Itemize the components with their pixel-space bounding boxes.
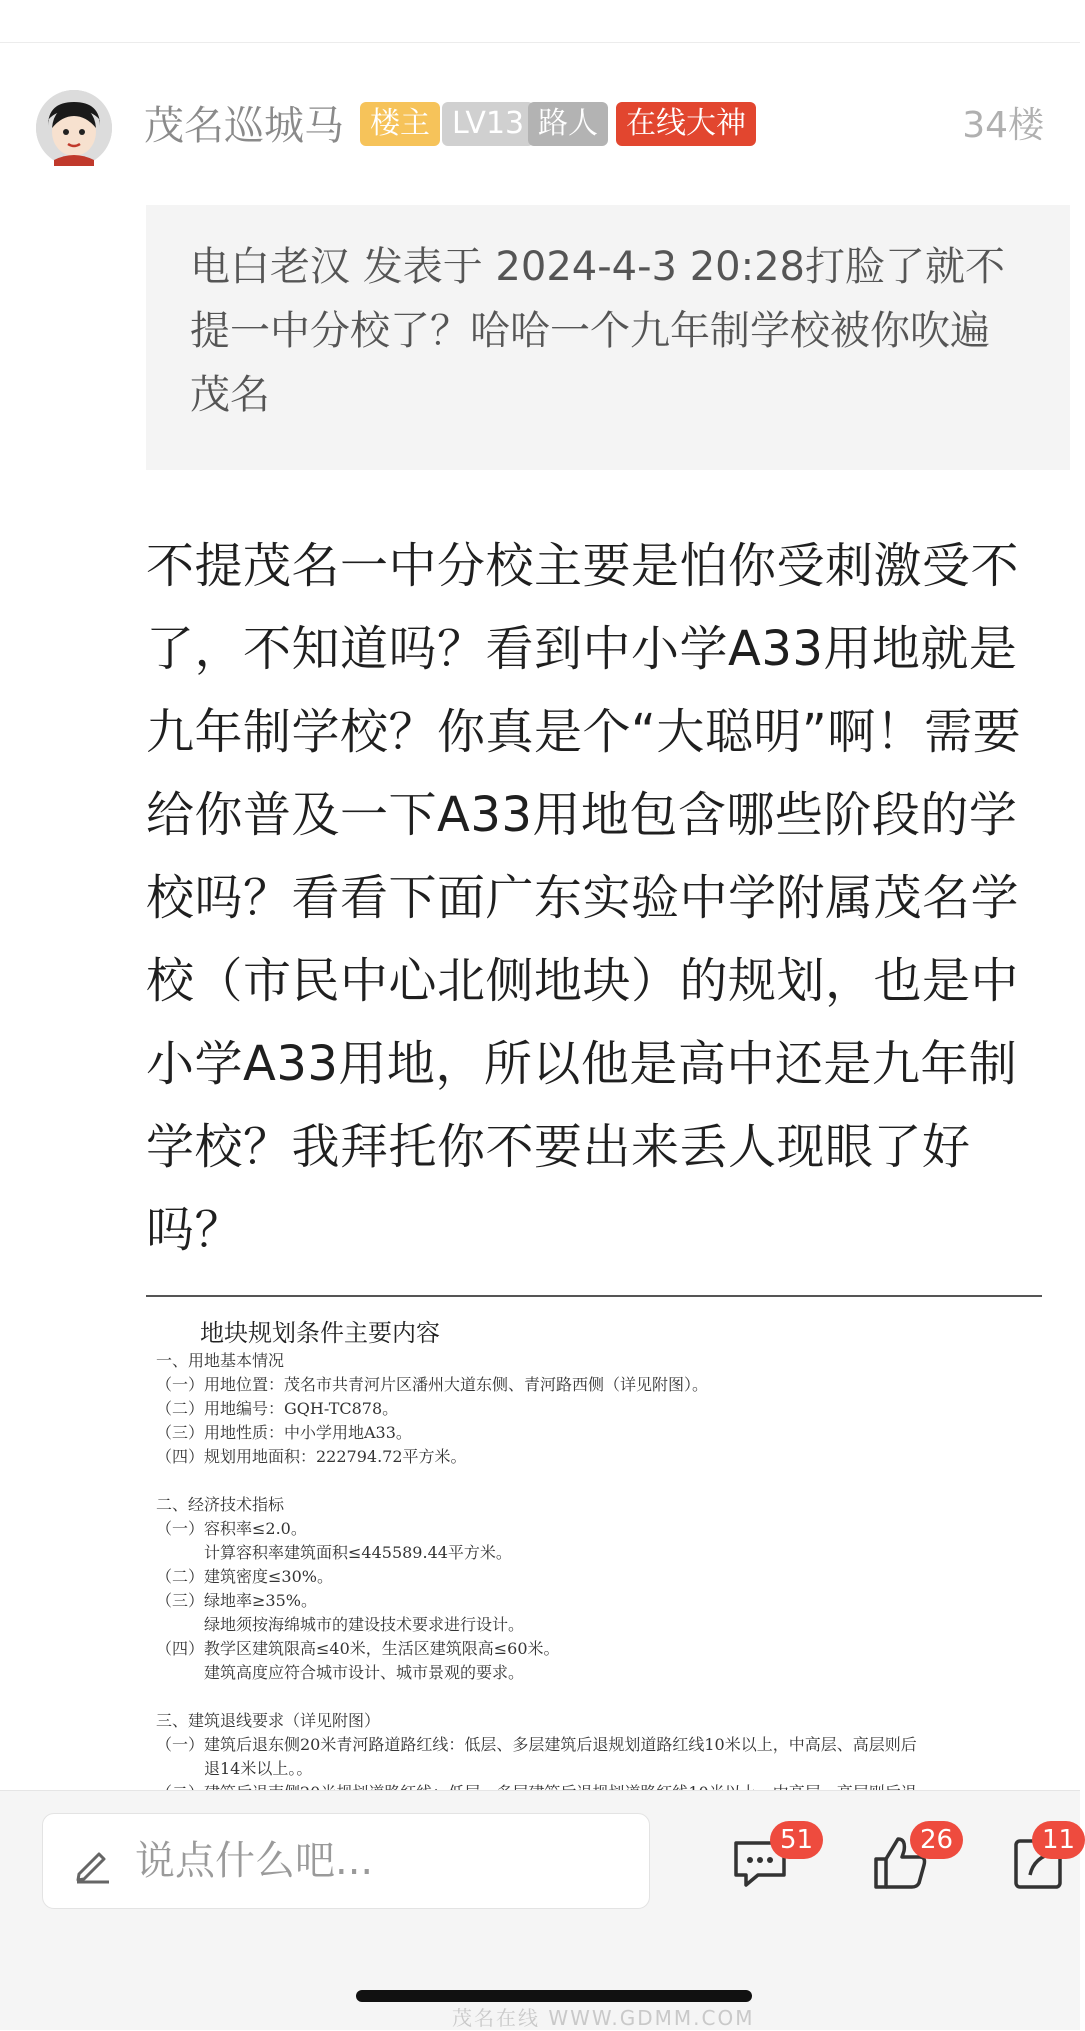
share-count-badge: 11 [1032, 1821, 1085, 1859]
watermark: 茂名在线 WWW.GDMM.COM [452, 2006, 755, 2030]
document-rule [146, 1295, 1042, 1297]
document-line: （一）容积率≤2.0。 [156, 1519, 307, 1538]
home-indicator[interactable] [356, 1990, 752, 2002]
comment-input[interactable] [42, 1813, 650, 1909]
document-title: 地块规划条件主要内容 [200, 1319, 440, 1347]
role-badge: 路人 [528, 102, 608, 146]
document-line: （一）建筑后退东侧20米青河路道路红线：低层、多层建筑后退规划道路红线10米以上，中高层、高层则后 [156, 1735, 917, 1754]
document-line: 二、经济技术指标 [156, 1495, 285, 1514]
post-header [36, 90, 1080, 162]
like-count-badge: 26 [910, 1821, 963, 1859]
attached-document-image[interactable] [146, 1295, 1042, 1790]
document-lines [156, 1349, 1036, 1805]
document-line: 绿地须按海绵城市的建设技术要求进行设计。 [204, 1615, 525, 1634]
floor-number: 34楼 [962, 105, 1044, 146]
owner-badge: 楼主 [360, 102, 440, 146]
quoted-reply[interactable] [146, 205, 1070, 470]
author-name[interactable]: 茂名巡城马 [144, 103, 344, 149]
document-line: （三）用地性质：中小学用地A33。 [156, 1423, 412, 1442]
top-divider [0, 42, 1080, 43]
quote-text: 电白老汉 发表于 2024-4-3 20:28打脸了就不提一中分校了？哈哈一个九年制学校被你吹遍茂名 [190, 244, 1005, 418]
document-line: （二）建筑密度≤30%。 [156, 1567, 333, 1586]
document-line: （一）用地位置：茂名市共青河片区潘州大道东侧、青河路西侧（详见附图）。 [156, 1375, 709, 1394]
document-line: 一、用地基本情况 [156, 1351, 285, 1370]
document-line: 退14米以上。。 [204, 1759, 313, 1778]
document-line: （三）绿地率≥35%。 [156, 1591, 317, 1610]
document-line: （四）教学区建筑限高≤40米，生活区建筑限高≤60米。 [156, 1639, 560, 1658]
document-line [156, 1469, 1036, 1493]
document-line: 三、建筑退线要求（详见附图） [156, 1711, 381, 1730]
post-body: 不提茂名一中分校主要是怕你受刺激受不了，不知道吗？看到中小学A33用地就是九年制学校？你真是个“大聪明”啊！需要给你普及一下A33用地包含哪些阶段的学校吗？看看下面广东实验中学附属茂名学校（市民中心北侧地块）的规划，也是中小学A33用地，所以他是高中还是九年制学校？我拜托你不要出来丢人现眼了好吗？ [146, 538, 1022, 1258]
level-badge: LV13 [442, 102, 534, 146]
document-line: （二）用地编号：GQH-TC878。 [156, 1399, 399, 1418]
document-line [156, 1685, 1036, 1709]
document-line: （四）规划用地面积：222794.72平方米。 [156, 1447, 467, 1466]
comment-count-badge: 51 [770, 1821, 823, 1859]
document-line: 建筑高度应符合城市设计、城市景观的要求。 [204, 1663, 525, 1682]
pencil-icon [73, 1844, 113, 1884]
status-badge: 在线大神 [616, 102, 756, 146]
comment-placeholder: 说点什么吧... [135, 1838, 374, 1884]
avatar[interactable] [36, 90, 112, 166]
document-line: 计算容积率建筑面积≤445589.44平方米。 [204, 1543, 512, 1562]
